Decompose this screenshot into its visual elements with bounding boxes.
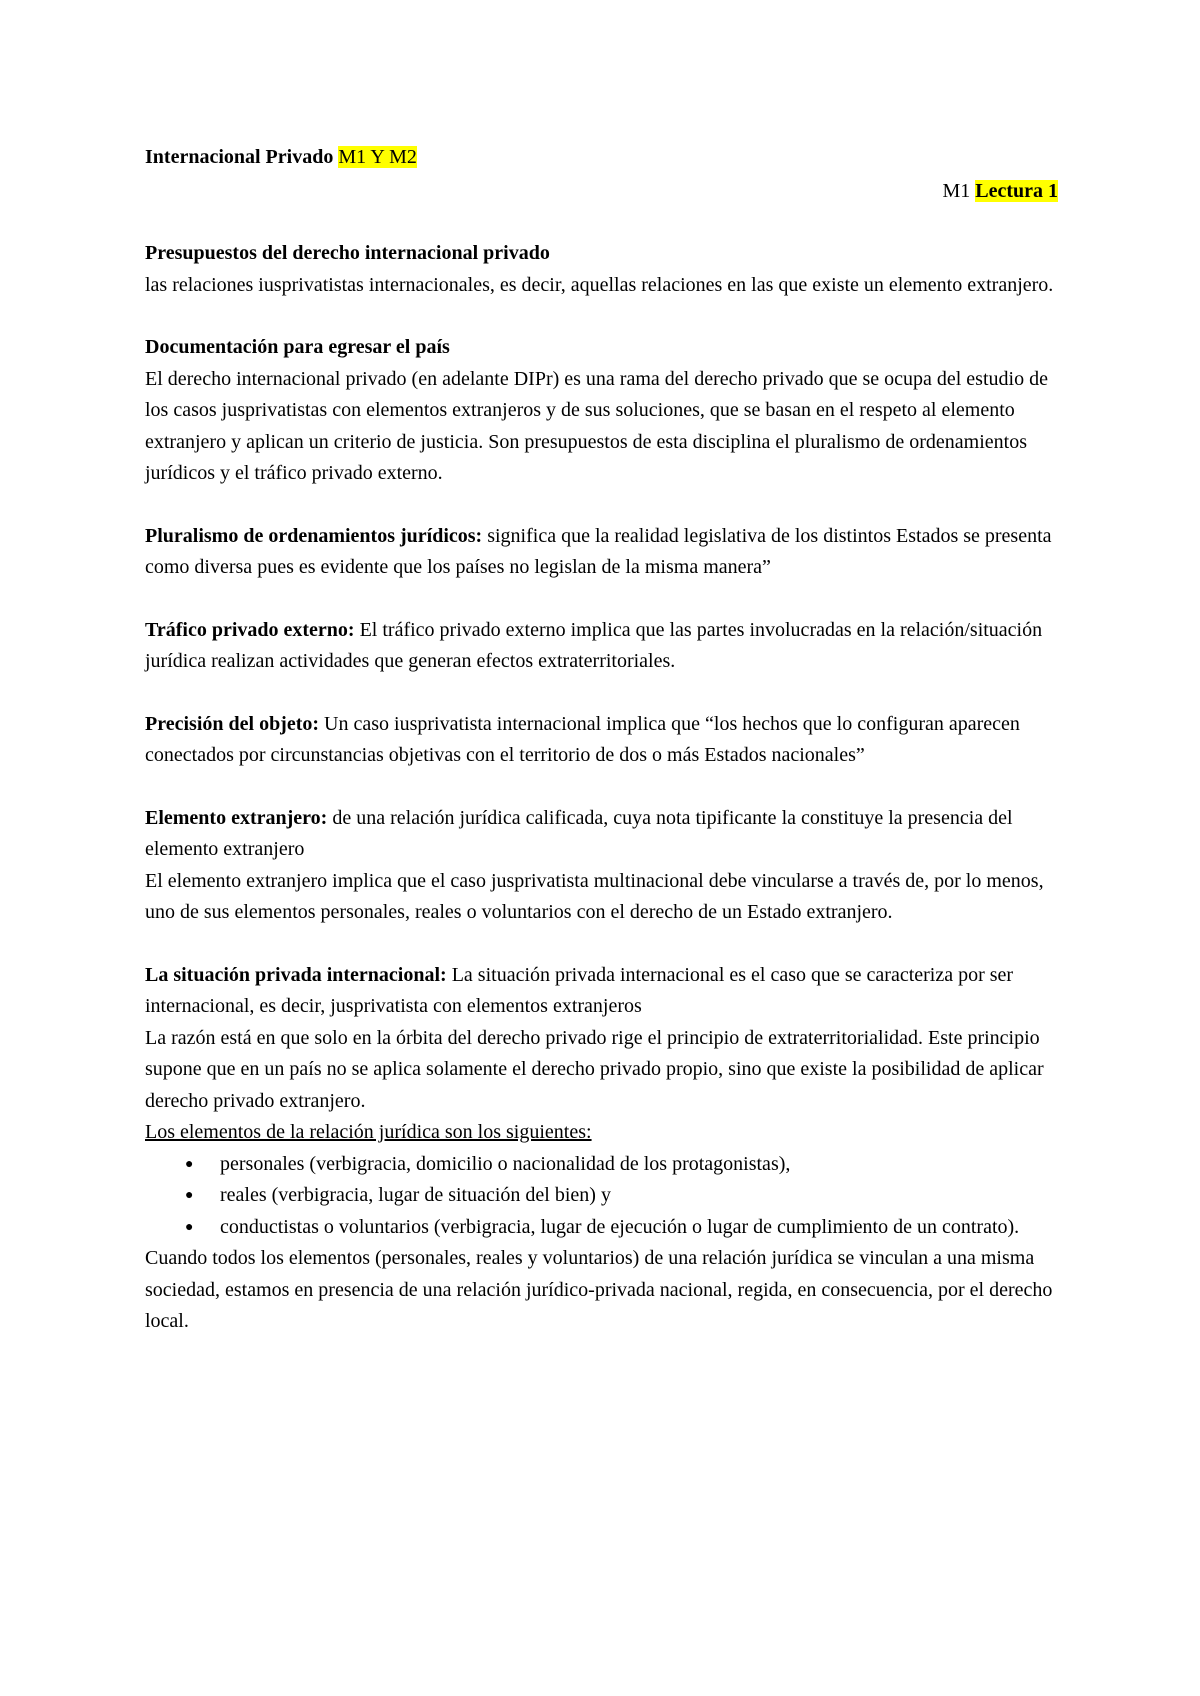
module-highlight: Lectura 1 (975, 179, 1058, 202)
title-prefix: Internacional Privado (145, 146, 339, 168)
document-title (145, 142, 1058, 174)
list-item (145, 1149, 1058, 1181)
list-item (145, 1212, 1058, 1244)
section-body: significa que la realidad legislativa de los distintos Estados se presenta como diversa pues es evidente que los países no legislan de la misma manera” (145, 524, 1052, 578)
section-heading: Documentación para egresar el país (145, 336, 450, 358)
list-intro: Los elementos de la relación jurídica son los siguientes: (145, 1121, 592, 1143)
section-body: las relaciones iusprivatistas internacionales, es decir, aquellas relaciones en las que existe un elemento extranjero. (145, 273, 1054, 296)
section-heading: Tráfico privado externo: (145, 618, 355, 641)
section-precision (145, 709, 1058, 772)
section-heading: Elemento extranjero: (145, 806, 328, 829)
section-elemento (145, 803, 1058, 929)
section-body: Un caso iusprivatista internacional implica que “los hechos que lo configuran aparecen conectados por circunstancias objetivas con el territorio de dos o más Estados nacionales” (145, 712, 1020, 766)
section-presupuestos (145, 238, 1058, 301)
bullet-icon: ● (185, 1156, 194, 1172)
section-body: La situación privada internacional es el caso que se caracteriza por ser internacional, es decir, jusprivatista con elementos extranjeros (145, 963, 1014, 1017)
section-pluralismo (145, 521, 1058, 584)
section-body-2: El elemento extranjero implica que el caso jusprivatista multinacional debe vincularse a través de, por lo menos, uno de sus elementos personales, reales o voluntarios con el derecho de un Estado extranjero. (145, 869, 1044, 923)
closing-paragraph: Cuando todos los elementos (personales, reales y voluntarios) de una relación jurídica se vinculan a una misma sociedad, estamos en presencia de una relación jurídico-privada nacional, regida, en consecuencia, por el derecho local. (145, 1247, 1053, 1332)
section-heading: Precisión del objeto: (145, 712, 320, 735)
section-body: El tráfico privado externo implica que las partes involucradas en la relación/situación jurídica realizan actividades que generan efectos extraterritoriales. (145, 618, 1043, 672)
module-label (145, 176, 1058, 208)
section-body: de una relación jurídica calificada, cuya nota tipificante la constituye la presencia del elemento extranjero (145, 806, 1013, 860)
section-trafico (145, 615, 1058, 678)
list-item (145, 1180, 1058, 1212)
section-body-2: La razón está en que solo en la órbita del derecho privado rige el principio de extraterritorialidad. Este principio supone que en un país no se aplica solamente el derecho privado propio, sino que existe la posibilidad de aplicar derecho privado extranjero. (145, 1026, 1044, 1112)
list-item-text: conductistas o voluntarios (verbigracia, lugar de ejecución o lugar de cumplimiento de un contrato). (220, 1215, 1020, 1238)
list-item-text: personales (verbigracia, domicilio o nacionalidad de los protagonistas), (220, 1152, 791, 1175)
section-situacion (145, 960, 1058, 1338)
section-heading: Presupuestos del derecho internacional privado (145, 242, 550, 264)
section-body: El derecho internacional privado (en adelante DIPr) es una rama del derecho privado que se ocupa del estudio de los casos jusprivatistas con elementos extranjeros y de sus soluciones, que se basan en el respeto al elemento extranjero y aplican un criterio de justicia. Son presupuestos de esta disciplina el pluralismo de ordenamientos jurídicos y el tráfico privado externo. (145, 367, 1048, 484)
section-documentacion (145, 332, 1058, 490)
section-heading: Pluralismo de ordenamientos jurídicos: (145, 524, 483, 547)
title-highlight: M1 Y M2 (338, 146, 417, 168)
bullet-icon: ● (185, 1219, 194, 1235)
elements-list (145, 1149, 1058, 1244)
section-heading: La situación privada internacional: (145, 963, 447, 986)
bullet-icon: ● (185, 1188, 194, 1203)
list-item-text: reales (verbigracia, lugar de situación del bien) y (220, 1184, 611, 1206)
module-prefix: M1 (942, 179, 976, 202)
